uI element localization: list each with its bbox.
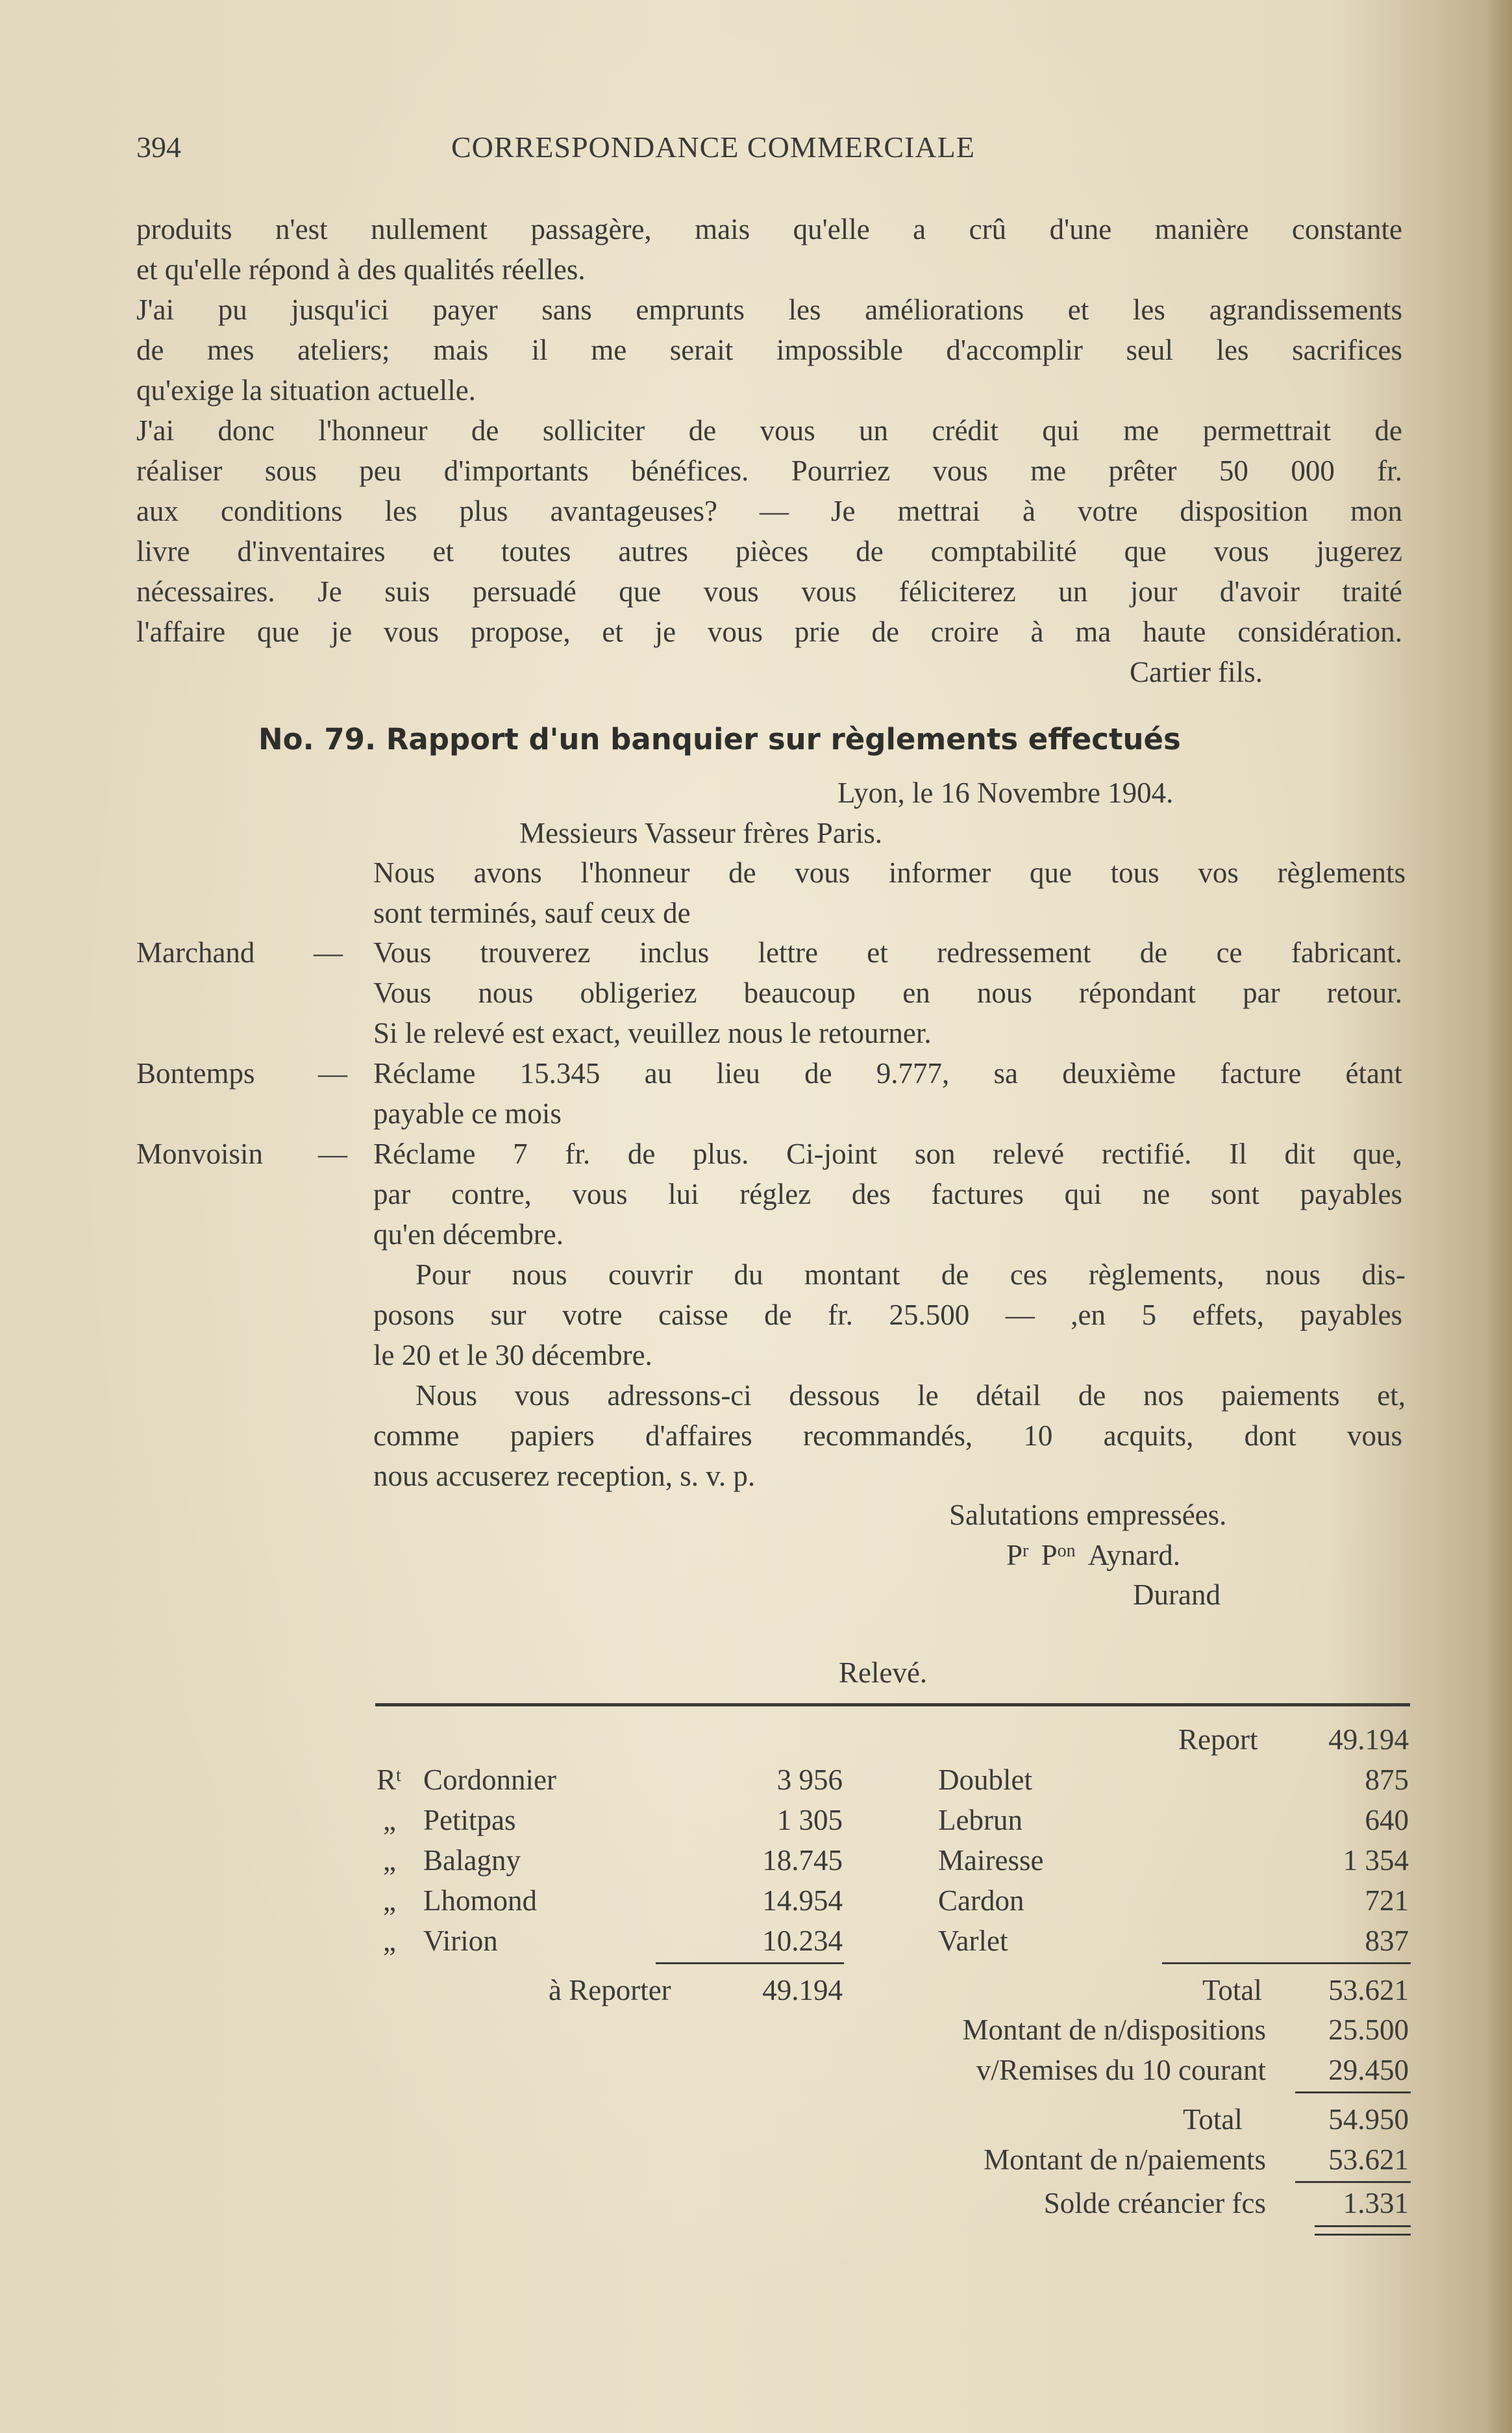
dash: — <box>318 1138 347 1170</box>
a-reporter-label: à Reporter <box>549 1974 671 2006</box>
dispositions-value: 25.500 <box>1328 2014 1409 2046</box>
marchand-line: Si le relevé est exact, veuillez nous le retourner. <box>373 1017 932 1049</box>
paragraph-line: comme papiers d'affaires recommandés, 10 acquits, dont vous <box>373 1419 1402 1452</box>
paragraph-line: nous accuserez reception, s. v. p. <box>373 1460 756 1492</box>
page-edge-shadow <box>1486 0 1512 2433</box>
remises-label: v/Remises du 10 courant <box>976 2054 1266 2086</box>
paragraph-line: Pour nous couvrir du montant de ces règlements, nous dis- <box>415 1258 1406 1291</box>
letter-signature: Cartier fils. <box>1130 656 1263 688</box>
solde-underline-1 <box>1315 2225 1411 2227</box>
table-top-rule <box>375 1703 1410 1706</box>
left-amount: 14.954 <box>762 1884 843 1917</box>
row-prefix: $R^t$ <box>377 1764 401 1796</box>
signature-name: Aynard. <box>1087 1539 1180 1571</box>
running-title: CORRESPONDANCE COMMERCIALE <box>451 131 975 164</box>
monvoisin-line: qu'en décembre. <box>373 1218 564 1251</box>
right-amount: 1 354 <box>1343 1844 1409 1877</box>
right-amount: 721 <box>1365 1884 1409 1917</box>
left-name: Petitpas <box>423 1804 516 1836</box>
paragraph-line: posons sur votre caisse de fr. 25.500 — ,en 5 effets, payables <box>373 1299 1402 1331</box>
letter-line: livre d'inventaires et toutes autres pièces de comptabilité que vous jugerez <box>136 535 1402 568</box>
total1-label: Total <box>1202 1974 1262 2006</box>
left-name: Virion <box>423 1925 498 1957</box>
total2-label: Total <box>1183 2103 1243 2136</box>
marchand-line: Vous trouverez inclus lettre et redressement de ce fabricant. <box>373 936 1402 969</box>
row-prefix: „ <box>383 1804 396 1836</box>
remises-value: 29.450 <box>1328 2054 1409 2086</box>
left-amount: 10.234 <box>762 1925 843 1957</box>
client-name-monvoisin: Monvoisin <box>136 1138 264 1170</box>
letter-line: et qu'elle répond à des qualités réelles. <box>136 253 586 286</box>
right-name: Varlet <box>938 1925 1008 1957</box>
total2-value: 54.950 <box>1328 2103 1409 2136</box>
left-name: Balagny <box>423 1844 521 1877</box>
dash: — <box>318 1057 347 1090</box>
client-name-bontemps: Bontemps <box>136 1057 255 1090</box>
letter-line: réaliser sous peu d'importants bénéfices. Pourriez vous me prêter 50 000 fr. <box>136 455 1402 487</box>
intro-line: sont terminés, sauf ceux de <box>373 897 691 929</box>
left-subtotal-rule <box>656 1962 844 1964</box>
monvoisin-line: par contre, vous lui réglez des factures qui ne sont payables <box>373 1178 1402 1210</box>
left-name: Cordonnier <box>423 1764 556 1796</box>
letter-line: de mes ateliers; mais il me serait impossible d'accomplir seul les sacrifices <box>136 334 1402 366</box>
bontemps-line: Réclame 15.345 au lieu de 9.777, sa deuxième facture étant <box>373 1057 1402 1090</box>
dash: — <box>314 936 343 969</box>
left-amount: 3 956 <box>776 1764 843 1796</box>
row-prefix: „ <box>383 1844 396 1877</box>
intro-line: Nous avons l'honneur de vous informer que tous vos règlements <box>373 856 1406 889</box>
right-name: Cardon <box>938 1884 1024 1917</box>
right-name: Mairesse <box>938 1844 1044 1877</box>
letter-line: aux conditions les plus avantageuses? — Je mettrai à votre disposition mon <box>136 495 1402 527</box>
marchand-line: Vous nous obligeriez beaucoup en nous répondant par retour. <box>373 977 1402 1009</box>
right-subtotal-rule <box>1162 1962 1411 1964</box>
right-amount: 640 <box>1365 1804 1409 1836</box>
right-amount: 875 <box>1365 1764 1409 1796</box>
letter-line: l'affaire que je vous propose, et je vous prie de croire à ma haute considération. <box>136 616 1402 648</box>
dispositions-label: Montant de n/dispositions <box>962 2014 1266 2046</box>
right-name: Lebrun <box>938 1804 1022 1836</box>
paragraph-line: Nous vous adressons-ci dessous le détail de nos paiements et, <box>415 1379 1406 1412</box>
solde-underline-2 <box>1315 2234 1411 2236</box>
signature-prefix: P <box>1006 1539 1023 1571</box>
page-number: 394 <box>136 131 181 164</box>
left-amount: 1 305 <box>776 1804 843 1836</box>
section-title: No. 79. Rapport d'un banquier sur règlements effectués <box>258 722 1181 756</box>
paiements-value: 53.621 <box>1328 2143 1409 2176</box>
left-name: Lhomond <box>423 1884 537 1917</box>
paragraph-line: le 20 et le 30 décembre. <box>373 1339 652 1371</box>
paiements-label: Montant de n/paiements <box>984 2143 1266 2176</box>
total2-rule <box>1295 2091 1411 2093</box>
signature-line: $P^r$ $P^{on}$ Aynard. <box>1006 1539 1180 1571</box>
letter-line: produits n'est nullement passagère, mais qu'elle a crû d'une manière constante <box>136 213 1402 245</box>
report-label: Report <box>1178 1723 1258 1756</box>
row-prefix: „ <box>383 1925 396 1957</box>
releve-title: Relevé. <box>839 1656 928 1689</box>
solde-value: 1.331 <box>1343 2187 1409 2219</box>
right-amount: 837 <box>1365 1925 1409 1957</box>
a-reporter-value: 49.194 <box>762 1974 843 2006</box>
place-date: Lyon, le 16 Novembre 1904. <box>837 777 1174 809</box>
row-prefix: „ <box>383 1884 396 1917</box>
letter-line: qu'exige la situation actuelle. <box>136 374 476 406</box>
letter-line: J'ai pu jusqu'ici payer sans emprunts les améliorations et les agrandissements <box>136 293 1402 326</box>
letter-line: nécessaires. Je suis persuadé que vous vous féliciterez un jour d'avoir traité <box>136 575 1402 608</box>
monvoisin-line: Réclame 7 fr. de plus. Ci-joint son relevé rectifié. Il dit que, <box>373 1138 1402 1170</box>
solde-label: Solde créancier fcs <box>1043 2187 1266 2219</box>
bontemps-line: payable ce mois <box>373 1097 562 1130</box>
right-name: Doublet <box>938 1764 1032 1796</box>
recipient: Messieurs Vasseur frères Paris. <box>519 817 883 849</box>
closing-salutation: Salutations empressées. <box>949 1499 1227 1531</box>
report-value: 49.194 <box>1328 1723 1409 1756</box>
client-name-marchand: Marchand <box>136 936 255 969</box>
signature-name-2: Durand <box>1133 1578 1221 1611</box>
left-amount: 18.745 <box>762 1844 843 1877</box>
total1-value: 53.621 <box>1328 1974 1409 2006</box>
letter-line: J'ai donc l'honneur de solliciter de vous un crédit qui me permettrait de <box>136 414 1402 447</box>
